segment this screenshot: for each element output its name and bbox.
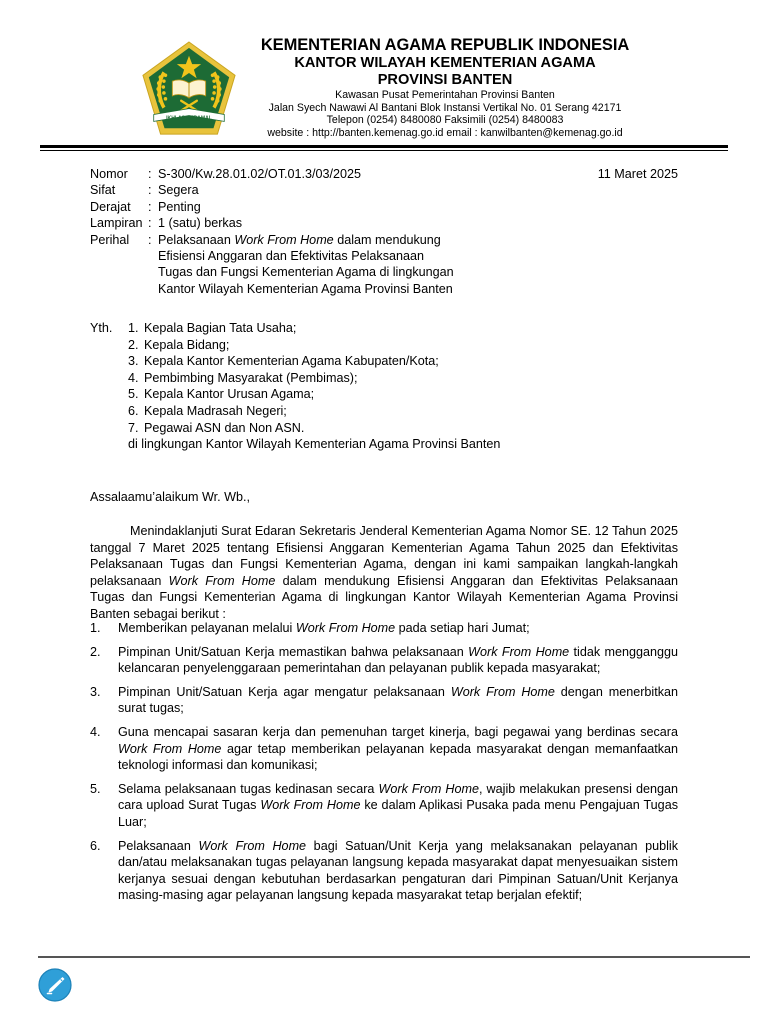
letter-date: 11 Maret 2025	[597, 167, 678, 181]
recipient-text: Kepala Madrasah Negeri;	[144, 403, 287, 418]
item-text	[118, 838, 678, 904]
list-item	[90, 644, 678, 677]
perihal-line-1-post: dalam mendukung	[337, 232, 441, 247]
list-item	[90, 781, 678, 831]
perihal-line-3: Tugas dan Fungsi Kementerian Agama di lingkungan	[158, 265, 454, 280]
item-pre: Guna mencapai sasaran kerja dan pemenuhan target kinerja, bagi pegawai yang berdinas secara	[118, 724, 678, 739]
meta-row-perihal	[90, 232, 570, 298]
list-item	[128, 420, 500, 437]
item-number: 1.	[90, 621, 101, 635]
meta-label-derajat: Derajat	[90, 199, 131, 214]
meta-value-perihal	[158, 232, 570, 298]
perihal-line-2: Efisiensi Anggaran dan Efektivitas Pelaksanaan	[158, 249, 425, 264]
logo-motto-text: IKHLAS BERAMAL	[166, 115, 212, 122]
item-text	[118, 620, 678, 637]
recipient-text: Kepala Kantor Kementerian Agama Kabupaten/Kota;	[144, 354, 439, 369]
recipient-number: 7.	[128, 420, 139, 435]
item-post: tidak mengganggu kelancaran penyelenggaraan pemerintahan dan pelayanan publik kepada masyarakat;	[118, 644, 678, 676]
meta-row-lampiran	[90, 215, 570, 231]
recipient-text: Kepala Bidang;	[144, 337, 230, 352]
intro-paragraph	[90, 523, 678, 623]
perihal-line-1-italic: Work From Home	[234, 232, 334, 247]
item-pre: Pimpinan Unit/Satuan Kerja agar mengatur pelaksanaan	[118, 684, 451, 699]
item-post: ke dalam Aplikasi Pusaka pada menu Pengajuan Tugas Luar;	[118, 798, 678, 829]
recipient-text: Pegawai ASN dan Non ASN.	[144, 420, 305, 435]
item-post: dengan menerbitkan surat tugas;	[118, 684, 678, 716]
item-pre: Memberikan pelayanan melalui	[118, 621, 296, 635]
item-number: 6.	[90, 838, 101, 853]
item-italic: Work From Home	[295, 621, 396, 635]
recipient-number: 6.	[128, 403, 139, 418]
item-italic: Work From Home	[378, 781, 479, 796]
recipient-number: 3.	[128, 354, 139, 369]
list-item	[90, 684, 678, 717]
digital-signature-pen-icon	[38, 968, 72, 1002]
intro-part-1: Menindaklanjuti Surat Edaran Sekretaris Jenderal Kementerian Agama Nomor SE. 12 Tahun 2025 tanggal 7 Maret 2025 tentang Efisiensi Anggaran Kementerian Agama Tahun 2025 dan Efektivitas Pelaksanaan Tugas dan Fungsi Kementerian Agama, dengan ini kami sampaikan langkah-langkah pelaksanaan	[90, 524, 678, 588]
perihal-line-1-pre: Pelaksanaan	[158, 232, 231, 247]
address-line-2: Jalan Syech Nawawi Al Bantani Blok Instansi Vertikal No. 01 Serang 42171	[268, 101, 622, 114]
item-post: pada setiap hari Jumat;	[395, 621, 530, 635]
meta-value-lampiran: 1 (satu) berkas	[158, 216, 242, 231]
meta-colon-derajat: :	[148, 199, 152, 214]
meta-value-derajat: Penting	[158, 199, 201, 214]
perihal-line-1	[158, 232, 570, 248]
item-italic: Work From Home	[450, 684, 555, 699]
list-item	[128, 403, 500, 420]
address-line-3: Telepon (0254) 8480080 Faksimili (0254) 8480083	[326, 114, 564, 127]
ministry-name: KEMENTERIAN AGAMA REPUBLIK INDONESIA	[260, 36, 630, 54]
item-text	[118, 724, 678, 774]
meta-row-sifat	[90, 182, 570, 198]
recipient-closing-line-1: di lingkungan Kantor Wilayah Kementerian Agama	[128, 437, 409, 452]
letterhead-text	[230, 36, 660, 139]
meta-row-derajat	[90, 199, 570, 215]
address-line-1: Kawasan Pusat Pemerintahan Provinsi Banten	[335, 89, 555, 101]
item-number: 5.	[90, 781, 101, 796]
item-pre: Pimpinan Unit/Satuan Kerja memastikan bahwa pelaksanaan	[118, 644, 469, 659]
list-item	[90, 724, 678, 774]
item-post: agar tetap memberikan pelayanan kepada masyarakat dengan memanfaatkan teknologi informasi dan komunikasi;	[118, 741, 679, 773]
meta-colon-nomor: :	[148, 167, 152, 181]
address-line-4: website : http://banten.kemenag.go.id email : kanwilbanten@kemenag.go.id	[267, 126, 623, 139]
item-italic: Work From Home	[468, 644, 570, 659]
recipient-text: Kepala Bagian Tata Usaha;	[144, 321, 297, 335]
header-divider-thin	[40, 150, 728, 151]
numbered-provisions-list	[90, 620, 678, 911]
item-pre: Pelaksanaan	[118, 838, 199, 853]
letterhead	[0, 34, 768, 144]
meta-colon-lampiran: :	[148, 216, 152, 231]
recipient-number: 4.	[128, 370, 139, 385]
item-pre: Selama pelaksanaan tugas kedinasan secara	[118, 781, 379, 796]
meta-row-nomor	[90, 166, 570, 182]
recipient-closing-line-2: Provinsi Banten	[412, 437, 501, 452]
item-italic-2: Work From Home	[260, 798, 361, 813]
item-text	[118, 644, 678, 677]
item-post: bagi Satuan/Unit Kerja yang melaksanakan pelayanan publik dan/atau melaksanakan tugas pelayanan langsung kepada masyarakat dapat menyesuaikan sistem kerjanya sesuai dengan kebutuhan berdasarkan pengaturan dari Pimpinan Satuan/Unit Kerjanya masing-masing agar pelayanan langsung kepada masyarakat tetap berjalan efektif;	[118, 838, 678, 903]
recipient-label: Yth.	[90, 321, 113, 335]
recipient-number: 2.	[128, 337, 139, 352]
list-item	[128, 337, 500, 354]
item-italic: Work From Home	[118, 741, 222, 756]
greeting-text: Assalaamu’alaikum Wr. Wb.,	[90, 490, 251, 504]
letter-metadata	[90, 166, 570, 297]
perihal-line-4: Kantor Wilayah Kementerian Agama Provinsi Banten	[158, 281, 453, 296]
recipient-block	[90, 320, 500, 453]
intro-italic-term: Work From Home	[168, 573, 276, 588]
item-italic: Work From Home	[198, 838, 307, 853]
item-mid: , wajib melakukan presensi dengan cara upload Surat Tugas	[118, 781, 678, 813]
meta-value-sifat: Segera	[158, 183, 199, 198]
meta-label-lampiran: Lampiran	[90, 216, 143, 231]
list-item	[128, 320, 500, 337]
kemenag-logo	[140, 40, 238, 140]
item-number: 3.	[90, 684, 101, 699]
recipient-number: 5.	[128, 387, 139, 402]
meta-colon-sifat: :	[148, 183, 152, 198]
header-divider-thick	[40, 145, 728, 148]
intro-part-2: dalam mendukung Efisiensi Anggaran dan Efektivitas Pelaksanaan Tugas dan Fungsi Kementerian Agama di lingkungan Kantor Wilayah Kementerian Agama Provinsi Banten sebagai berikut :	[90, 573, 678, 621]
recipient-row	[90, 320, 500, 453]
list-item	[128, 353, 500, 370]
meta-colon-perihal: :	[148, 232, 152, 247]
list-item	[90, 838, 678, 904]
recipient-list	[128, 320, 500, 453]
recipient-number: 1.	[128, 321, 139, 335]
recipient-text: Kepala Kantor Urusan Agama;	[144, 387, 315, 402]
meta-label-perihal: Perihal	[90, 232, 130, 247]
province-name: PROVINSI BANTEN	[377, 72, 513, 88]
meta-value-nomor: S-300/Kw.28.01.02/OT.01.3/03/2025	[158, 167, 362, 181]
list-item	[90, 620, 678, 637]
meta-label-sifat: Sifat	[90, 183, 116, 198]
regional-office-name: KANTOR WILAYAH KEMENTERIAN AGAMA	[294, 55, 596, 71]
meta-label-nomor: Nomor	[90, 167, 128, 181]
item-text	[118, 684, 678, 717]
recipient-text: Pembimbing Masyarakat (Pembimas);	[144, 370, 358, 385]
item-number: 4.	[90, 724, 101, 739]
item-text	[118, 781, 678, 831]
list-item	[128, 386, 500, 403]
footer-divider	[38, 956, 750, 958]
list-item	[128, 370, 500, 387]
item-number: 2.	[90, 644, 101, 659]
